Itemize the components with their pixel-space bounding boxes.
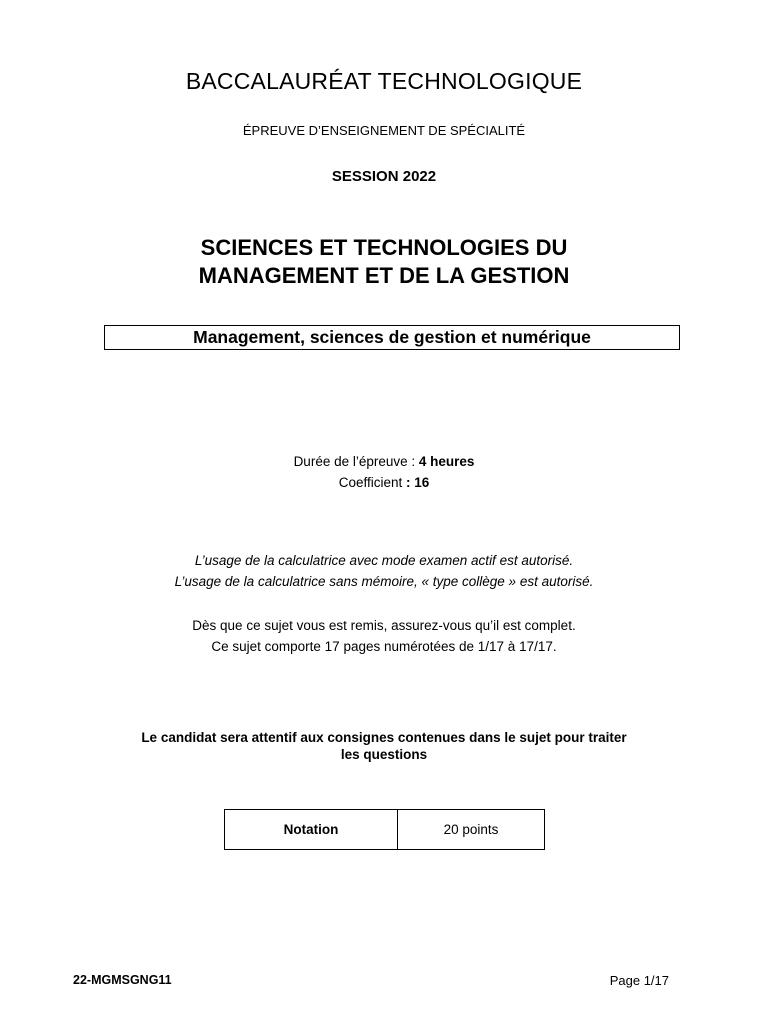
candidate-instructions bbox=[0, 729, 768, 763]
specialty-line-1: SCIENCES ET TECHNOLOGIES DU bbox=[200, 235, 568, 260]
coefficient-label: Coefficient bbox=[338, 475, 407, 490]
calculator-rule-2: L’usage de la calculatrice sans mémoire, « type collège » est autorisé. bbox=[174, 574, 594, 589]
notation-value: 20 points bbox=[397, 810, 544, 850]
specialty-line-2: MANAGEMENT ET DE LA GESTION bbox=[198, 263, 570, 288]
coefficient-line bbox=[0, 472, 768, 493]
duration-line bbox=[0, 451, 768, 472]
exam-subtitle: ÉPREUVE D’ENSEIGNEMENT DE SPÉCIALITÉ bbox=[242, 123, 526, 138]
notation-label: Notation bbox=[225, 810, 398, 850]
completeness-notice bbox=[0, 615, 768, 657]
exam-title: BACCALAURÉAT TECHNOLOGIQUE bbox=[185, 68, 583, 94]
subject-box: Management, sciences de gestion et numérique bbox=[104, 325, 680, 350]
calculator-rules bbox=[0, 550, 768, 592]
instructions-line-2: les questions bbox=[340, 747, 428, 762]
subject-code: 22-MGMSGNG11 bbox=[73, 973, 172, 987]
session-year: SESSION 2022 bbox=[331, 168, 437, 185]
exam-info bbox=[0, 451, 768, 493]
notation-table bbox=[224, 809, 545, 850]
calculator-rule-1: L’usage de la calculatrice avec mode examen actif est autorisé. bbox=[194, 553, 574, 568]
specialty-heading bbox=[0, 234, 768, 290]
completeness-line-2: Ce sujet comporte 17 pages numérotées de 1/17 à 17/17. bbox=[211, 639, 557, 654]
page-number: Page 1/17 bbox=[609, 973, 669, 988]
instructions-line-1: Le candidat sera attentif aux consignes contenues dans le sujet pour traiter bbox=[141, 730, 627, 745]
notation-row bbox=[225, 810, 545, 850]
coefficient-value: : 16 bbox=[406, 475, 430, 490]
completeness-line-1: Dès que ce sujet vous est remis, assurez-vous qu’il est complet. bbox=[192, 618, 576, 633]
duration-label: Durée de l’épreuve : bbox=[293, 454, 419, 469]
duration-value: 4 heures bbox=[418, 454, 475, 469]
